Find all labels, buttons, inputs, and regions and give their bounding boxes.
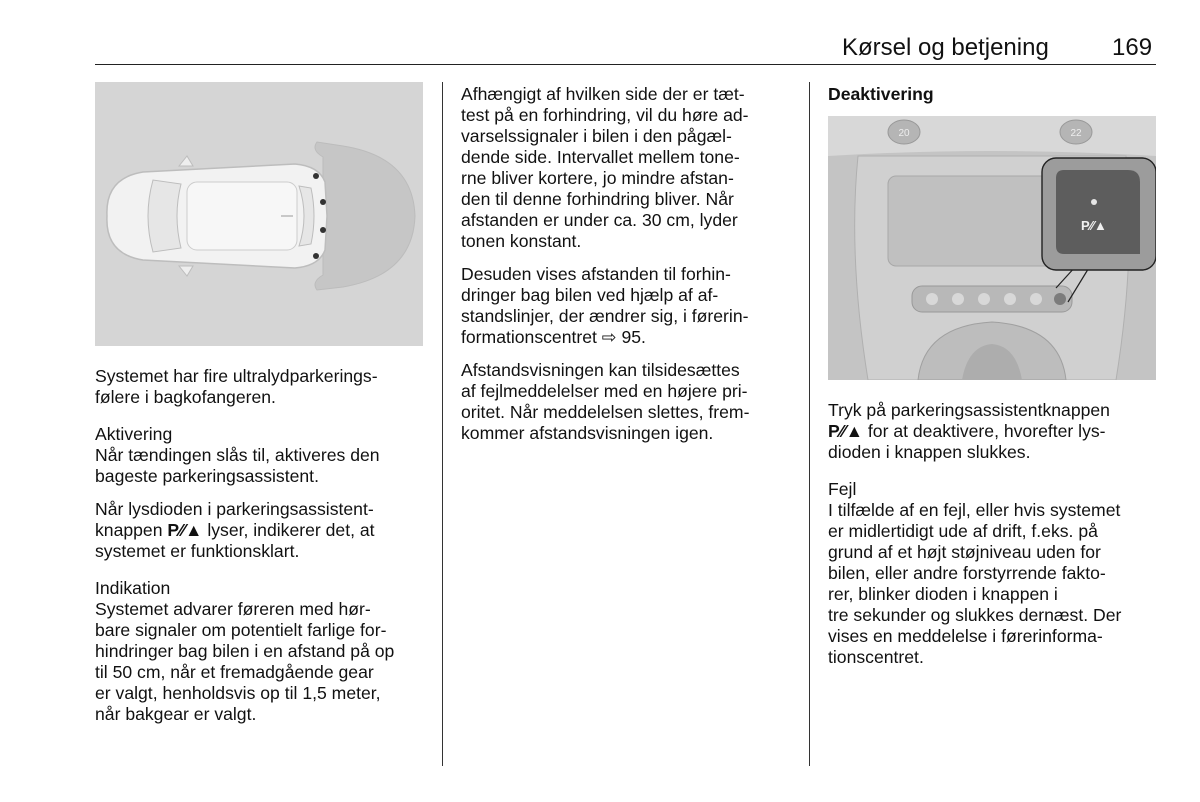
figure-car-sensors [95,82,423,346]
aktivering-paragraph-2 [95,499,430,562]
column-3 [828,84,1163,105]
col2-paragraph-1: Afhængigt af hvilken side der er tæt- test på en forhindring, vil du høre ad- varselssignaler i bilen i den pågæl- dende side. Intervallet mellem tone- rne bliver kortere, jo mindre afstan- den til denne forhindring bliver. Når afstanden er under ca. 30 cm, lyder tonen konstant. [461,84,749,251]
aktivering-heading: Aktivering [95,424,173,444]
deaktivering-heading: Deaktivering [828,84,934,104]
aktivering-text-a: Når lysdioden i parkeringsassistent- knappen [95,499,374,540]
column-2 [461,84,796,456]
dial-right-label: 22 [1070,128,1082,139]
column-3-body [828,400,1163,680]
header-rule [95,64,1156,65]
deaktivering-text-b: for at deaktivere, hvorefter lys- dioden i knappen slukkes. [828,421,1106,462]
page-header-title: Kørsel og betjening [842,34,1049,61]
indikation-heading: Indikation [95,578,171,598]
car-top-view-illustration [95,82,423,346]
parking-assist-icon: P⁄⁄▲ [167,520,203,540]
fejl-heading: Fejl [828,479,857,499]
deaktivering-text-a: Tryk på parkeringsassistentknappen [828,400,1110,420]
figure-console-button [828,116,1156,380]
column-divider-2 [809,82,810,766]
fejl-paragraph: I tilfælde af en fejl, eller hvis systemet er midlertidigt ude af drift, f.eks. på grund af et højt støjniveau uden for bilen, eller andre forstyrrende fakto- rer, blinker dioden i knappen i tre sekunder og slukkes dernæst. Der vises en meddelelse i førerinforma- tionscentret. [828,500,1122,667]
deaktivering-paragraph [828,400,1163,463]
column-1 [95,366,430,737]
col2-paragraph-3: Afstandsvisningen kan tilsidesættes af fejlmeddelelser med en højere pri- oritet. Når meddelelsen slettes, frem- kommer afstandsvisningen igen. [461,360,750,443]
parking-assist-icon-2: P⁄⁄▲ [828,421,864,441]
intro-paragraph: Systemet har fire ultralydparkerings- følere i bagkofangeren. [95,366,378,407]
parking-button-label: P⁄⁄▲ [1081,218,1107,233]
aktivering-paragraph-1: Når tændingen slås til, aktiveres den bageste parkeringsassistent. [95,445,380,486]
page-number: 169 [1112,34,1153,61]
console-illustration [828,116,1156,380]
dial-left-label: 20 [898,128,910,139]
column-divider-1 [442,82,443,766]
indikation-paragraph: Systemet advarer føreren med hør- bare signaler om potentielt farlige for- hindringer bag bilen i en afstand på op til 50 cm, når et fremadgående gear er valgt, henholdsvis op til 1,5 meter, når bakgear er valgt. [95,599,395,724]
aktivering-text-b: lyser, indikerer det, at systemet er funktionsklart. [95,520,375,561]
col2-paragraph-2: Desuden vises afstanden til forhin- dringer bag bilen ved hjælp af af- standslinjer, der ændrer sig, i førerin- formationscentret ⇨ 95. [461,264,749,347]
